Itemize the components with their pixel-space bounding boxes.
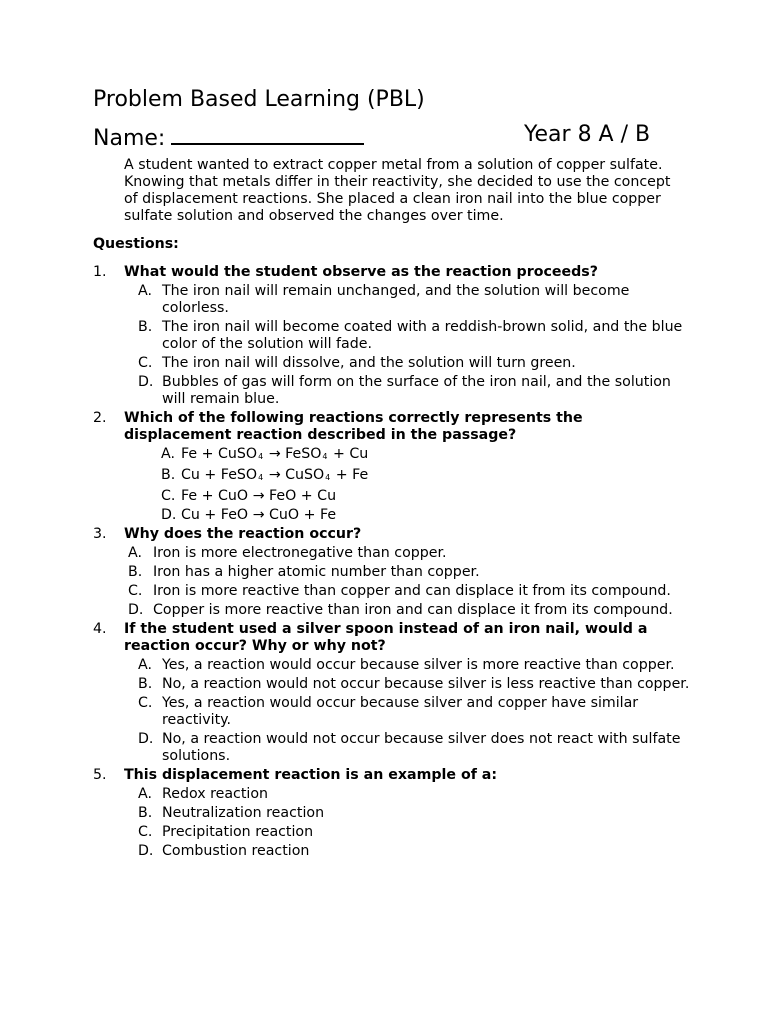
option-letter: C. xyxy=(128,583,143,599)
question-3 xyxy=(93,526,693,619)
question-4 xyxy=(93,621,693,765)
option-letter: C. xyxy=(138,824,153,840)
option-letter: A. xyxy=(138,657,152,673)
option-text: Copper is more reactive than iron and can displace it from its compound. xyxy=(153,602,673,618)
option-text: Precipitation reaction xyxy=(162,824,314,840)
option-text: Iron is more reactive than copper and can displace it from its compound. xyxy=(153,583,671,599)
equation: Fe + CuSO$_4$ → FeSO$_4$ + Cu xyxy=(181,446,369,462)
option-letter: A. xyxy=(138,283,152,299)
option-a xyxy=(93,786,693,803)
passage-line: sulfate solution and observed the changes over time. xyxy=(124,208,504,224)
option-a xyxy=(93,446,693,465)
passage-line: Knowing that metals differ in their reactivity, she decided to use the concept xyxy=(124,174,671,190)
option-text: No, a reaction would not occur because silver does not react with sulfate solutions. xyxy=(162,731,681,764)
question-list xyxy=(93,264,693,862)
option-letter: B. xyxy=(138,319,153,335)
equation: Cu + FeO → CuO + Fe xyxy=(181,507,337,523)
option-d xyxy=(93,731,693,765)
option-d xyxy=(93,843,693,860)
option-letter: B. xyxy=(161,467,176,483)
option-text: Bubbles of gas will form on the surface of the iron nail, and the solution will remain blue. xyxy=(162,374,671,407)
year-label: Year 8 A / B xyxy=(524,122,651,147)
name-label: Name: xyxy=(93,126,166,151)
option-c xyxy=(93,824,693,841)
option-letter: A. xyxy=(138,786,152,802)
option-text: Yes, a reaction would occur because silver is more reactive than copper. xyxy=(162,657,675,673)
equation: Fe + CuO → FeO + Cu xyxy=(181,488,337,504)
question-number: 2. xyxy=(93,410,107,426)
option-letter: D. xyxy=(161,507,177,523)
option-list xyxy=(93,657,693,765)
option-list xyxy=(93,446,693,524)
option-b xyxy=(93,564,693,581)
option-letter: D. xyxy=(138,731,154,747)
option-text: Yes, a reaction would occur because silver and copper have similar reactivity. xyxy=(162,695,639,728)
question-1 xyxy=(93,264,693,408)
question-5 xyxy=(93,767,693,860)
option-letter: C. xyxy=(138,695,153,711)
option-b xyxy=(93,319,693,353)
passage xyxy=(124,157,671,225)
option-text: Iron has a higher atomic number than copper. xyxy=(153,564,480,580)
page-title: Problem Based Learning (PBL) xyxy=(93,87,425,112)
option-c xyxy=(93,583,693,600)
option-d xyxy=(93,507,693,524)
question-text: If the student used a silver spoon instead of an iron nail, would a reaction occur? Why or why not? xyxy=(124,621,648,654)
option-letter: B. xyxy=(138,805,153,821)
questions-heading: Questions: xyxy=(93,236,179,252)
option-d xyxy=(93,602,693,619)
option-text: No, a reaction would not occur because silver is less reactive than copper. xyxy=(162,676,690,692)
option-text: Combustion reaction xyxy=(162,843,310,859)
option-c xyxy=(93,355,693,372)
question-text: This displacement reaction is an example of a: xyxy=(124,767,498,783)
option-letter: A. xyxy=(161,446,175,462)
option-b xyxy=(93,467,693,486)
option-letter: A. xyxy=(128,545,142,561)
option-a xyxy=(93,545,693,562)
question-number: 5. xyxy=(93,767,107,783)
option-c xyxy=(93,488,693,505)
option-a xyxy=(93,657,693,674)
option-text: Neutralization reaction xyxy=(162,805,325,821)
question-2 xyxy=(93,410,693,524)
option-letter: D. xyxy=(128,602,144,618)
option-text: The iron nail will dissolve, and the solution will turn green. xyxy=(162,355,576,371)
question-text: Which of the following reactions correctly represents the displacement reaction described in the passage? xyxy=(124,410,583,443)
option-text: Iron is more electronegative than copper. xyxy=(153,545,447,561)
passage-line: A student wanted to extract copper metal from a solution of copper sulfate. xyxy=(124,157,663,173)
option-d xyxy=(93,374,693,408)
option-letter: D. xyxy=(138,843,154,859)
name-blank-line xyxy=(171,121,364,145)
question-number: 3. xyxy=(93,526,107,542)
option-letter: C. xyxy=(138,355,153,371)
question-number: 4. xyxy=(93,621,107,637)
question-text: What would the student observe as the reaction proceeds? xyxy=(124,264,598,280)
option-letter: D. xyxy=(138,374,154,390)
option-letter: C. xyxy=(161,488,176,504)
option-letter: B. xyxy=(138,676,153,692)
question-number: 1. xyxy=(93,264,107,280)
option-list xyxy=(93,545,693,619)
option-c xyxy=(93,695,693,729)
option-text: The iron nail will remain unchanged, and the solution will become colorless. xyxy=(162,283,630,316)
option-text: Redox reaction xyxy=(162,786,269,802)
equation: Cu + FeSO$_4$ → CuSO$_4$ + Fe xyxy=(181,467,369,483)
option-text: The iron nail will become coated with a reddish-brown solid, and the blue color of the solution will fade. xyxy=(162,319,683,352)
name-year-row xyxy=(93,121,673,151)
option-b xyxy=(93,805,693,822)
option-a xyxy=(93,283,693,317)
option-list xyxy=(93,283,693,408)
option-letter: B. xyxy=(128,564,143,580)
option-list xyxy=(93,786,693,860)
option-b xyxy=(93,676,693,693)
passage-line: of displacement reactions. She placed a clean iron nail into the blue copper xyxy=(124,191,661,207)
question-text: Why does the reaction occur? xyxy=(124,526,362,542)
